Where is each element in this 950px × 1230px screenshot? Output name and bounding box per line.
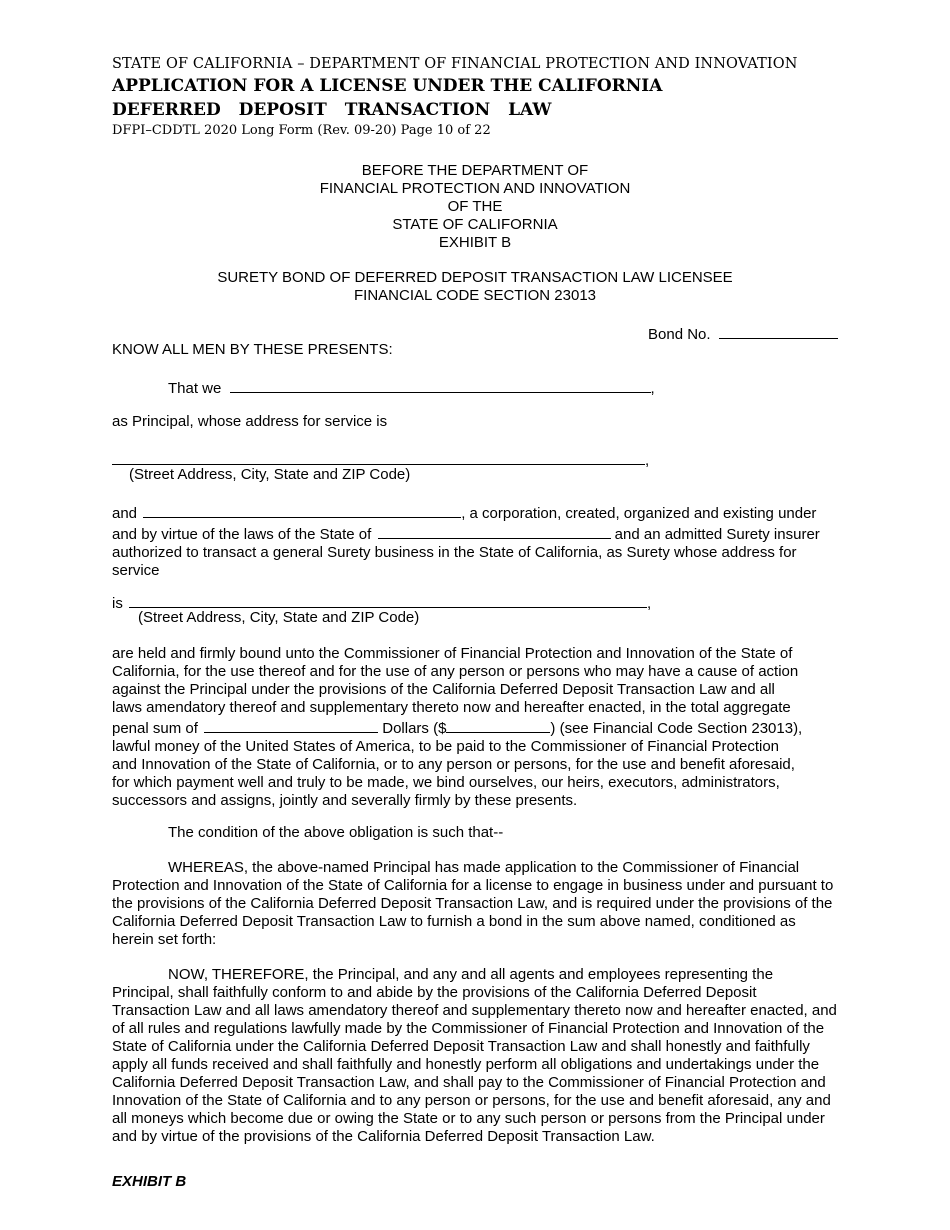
principal-address-field[interactable] bbox=[112, 449, 645, 465]
penal-suffix: ) (see Financial Code Section 23013), bbox=[550, 720, 803, 737]
principal-name-field[interactable] bbox=[230, 377, 651, 393]
surety-paragraph bbox=[112, 502, 838, 580]
held-line7: and Innovation of the State of California, or to any person or persons, for the use and benefit aforesaid, bbox=[112, 756, 795, 773]
that-we-label: That we bbox=[168, 380, 222, 397]
surety-line1 bbox=[112, 502, 838, 523]
caption-line1: BEFORE THE DEPARTMENT OF bbox=[361, 162, 589, 179]
is-label: is bbox=[112, 595, 123, 612]
know-all-heading: KNOW ALL MEN BY THESE PRESENTS: bbox=[112, 341, 393, 358]
caption-block bbox=[112, 162, 838, 252]
surety-address-field[interactable] bbox=[129, 592, 647, 608]
form-id: DFPI–CDDTL 2020 Long Form (Rev. 09-20) Page 10 of 22 bbox=[112, 123, 491, 138]
held-line1: are held and firmly bound unto the Commissioner of Financial Protection and Innovation of the State of bbox=[112, 645, 793, 662]
surety-name-field[interactable] bbox=[143, 502, 461, 518]
comma: , bbox=[650, 380, 655, 397]
penal-sum-words-field[interactable] bbox=[204, 717, 378, 733]
form-title-line2: DEFERRED DEPOSIT TRANSACTION LAW bbox=[112, 100, 552, 120]
bond-title bbox=[112, 269, 838, 305]
form-title-line1: APPLICATION FOR A LICENSE UNDER THE CALIFORNIA bbox=[112, 76, 663, 96]
surety-line2 bbox=[112, 523, 838, 544]
penal-sum-row bbox=[112, 717, 838, 738]
caption-line4: STATE OF CALIFORNIA bbox=[392, 216, 558, 233]
that-we-row bbox=[168, 377, 655, 398]
principal-address-label: as Principal, whose address for service is bbox=[112, 413, 388, 430]
caption-exhibit: EXHIBIT B bbox=[438, 234, 512, 251]
surety-line3: authorized to transact a general Surety business in the State of California, as Surety whose address for bbox=[112, 544, 797, 561]
held-line3: against the Principal under the provisions of the California Deferred Deposit Transaction Law and all bbox=[112, 681, 775, 698]
held-line4: laws amendatory thereof and supplementary thereto now and hereafter enacted, in the total aggregate bbox=[112, 699, 791, 716]
held-line6: lawful money of the United States of America, to be paid to the Commissioner of Financial Protection bbox=[112, 738, 780, 755]
comma: , bbox=[645, 452, 650, 469]
comma: , bbox=[647, 595, 652, 612]
department-line: STATE OF CALIFORNIA – DEPARTMENT OF FINANCIAL PROTECTION AND INNOVATION bbox=[112, 56, 798, 72]
surety-state-field[interactable] bbox=[378, 523, 611, 539]
held-paragraph bbox=[112, 645, 838, 810]
now-therefore-paragraph: NOW, THEREFORE, the Principal, and any and all agents and employees representing the Principal, shall faithfully conform to and abide by the provisions of the California Deferred Deposit Transaction Law and all laws amendatory thereof and supplementary thereto now and hereafter enacted, and of all rules and regulations lawfully made by the Commissioner of Financial Protection and Innovation of the State of California under the California Deferred Deposit Transaction Law and shall honestly and faithfully apply all funds received and shall faithfully and honestly perform all obligations and undertakings under the California Deferred Deposit Transaction Law, and shall pay to the Commissioner of Financial Protection and Innovation of the State of California and to any person or persons, for the use and benefit aforesaid, any and all moneys which become due or owing the State or to any such person or persons from the Principal under and by virtue of the provisions of the California Deferred Deposit Transaction Law. bbox=[112, 966, 837, 1145]
bond-title-line1: SURETY BOND OF DEFERRED DEPOSIT TRANSACTION LAW LICENSEE bbox=[217, 269, 733, 286]
held-line8: for which payment well and truly to be made, we bind ourselves, our heirs, executors, administrators, bbox=[112, 774, 780, 791]
caption-line2: FINANCIAL PROTECTION AND INNOVATION bbox=[319, 180, 631, 197]
footer-exhibit-label: EXHIBIT B bbox=[112, 1173, 187, 1190]
caption-line3: OF THE bbox=[447, 198, 503, 215]
bond-title-line2: FINANCIAL CODE SECTION 23013 bbox=[353, 287, 596, 304]
dollars-label: Dollars ($ bbox=[382, 720, 447, 737]
condition-line: The condition of the above obligation is such that-- bbox=[168, 824, 504, 841]
surety-line4: service bbox=[112, 562, 160, 579]
surety-corp-text: , a corporation, created, organized and existing under bbox=[461, 505, 817, 522]
penal-sum-amount-field[interactable] bbox=[446, 717, 550, 733]
bond-number-row bbox=[648, 323, 838, 344]
surety-address-caption: (Street Address, City, State and ZIP Code) bbox=[138, 609, 420, 626]
whereas-paragraph: WHEREAS, the above-named Principal has made application to the Commissioner of Financial Protection and Innovation of the State of California for a license to engage in business under and pursuant to the provisions of the California Deferred Deposit Transaction Law, and is required under the provisions of the California Deferred Deposit Transaction Law to furnish a bond in the sum above named, conditioned as herein set forth: bbox=[112, 859, 834, 948]
held-line2: California, for the use thereof and for the use of any person or persons who may have a cause of action bbox=[112, 663, 799, 680]
and-label: and bbox=[112, 505, 138, 522]
bond-number-label: Bond No. bbox=[648, 326, 711, 343]
state-label: and by virtue of the laws of the State of bbox=[112, 526, 372, 543]
bond-number-field[interactable] bbox=[719, 323, 838, 339]
penal-prefix: penal sum of bbox=[112, 720, 198, 737]
admitted-text: and an admitted Surety insurer bbox=[614, 526, 820, 543]
held-line9: successors and assigns, jointly and severally firmly by these presents. bbox=[112, 792, 578, 809]
principal-address-caption: (Street Address, City, State and ZIP Code) bbox=[129, 466, 411, 483]
